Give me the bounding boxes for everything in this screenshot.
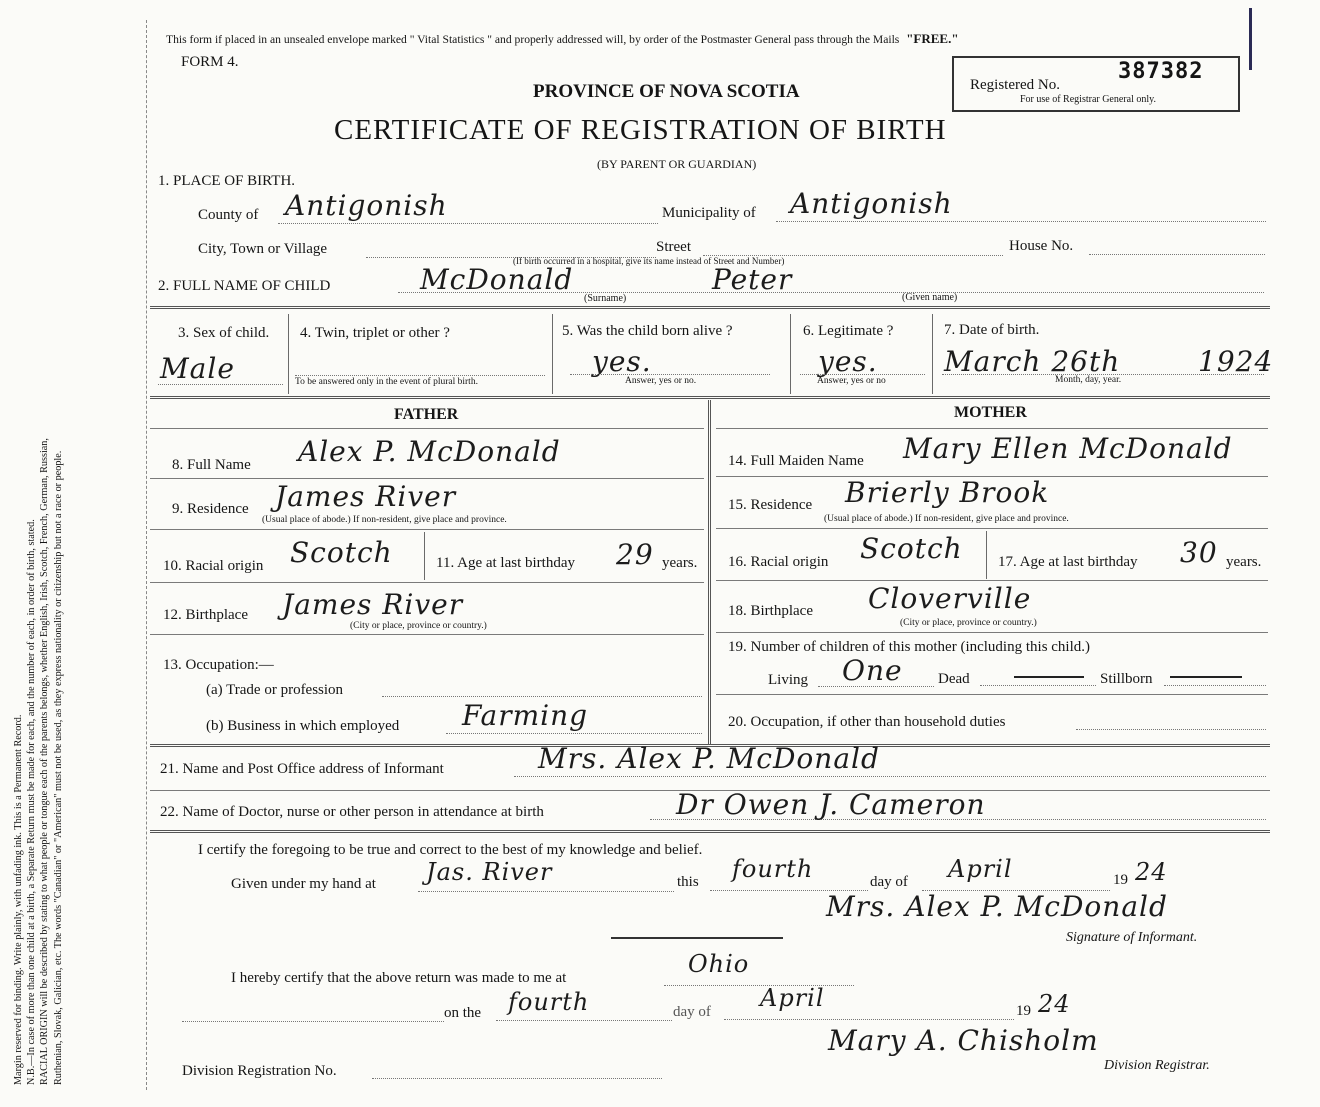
informant-label: 21. Name and Post Office address of Informant bbox=[160, 761, 444, 777]
sex-label: 3. Sex of child. bbox=[178, 325, 270, 341]
given-year-prefix: 19 bbox=[1113, 872, 1128, 888]
municipality-label: Municipality of bbox=[662, 205, 756, 221]
father-name-label: 8. Full Name bbox=[172, 457, 251, 473]
mother-residence-note: (Usual place of abode.) If non-resident, give place and province. bbox=[824, 514, 1069, 524]
place-of-birth-heading: 1. PLACE OF BIRTH. bbox=[158, 173, 296, 189]
doctor-label: 22. Name of Doctor, nurse or other person in attendance at birth bbox=[160, 804, 544, 820]
margin-note-line-3: RACIAL ORIGIN will be described by stating to what people or tongue each of the parents belongs, whether English, Irish, Scotch, French, German, Russian, bbox=[39, 438, 51, 1085]
mother-birthplace-note: (City or place, province or country.) bbox=[900, 618, 1037, 628]
mother-occupation-label: 20. Occupation, if other than household duties bbox=[728, 714, 1006, 730]
given-month-value: April bbox=[948, 855, 1013, 883]
mother-racial-value: Scotch bbox=[860, 532, 963, 565]
registrar-year-suffix: 24 bbox=[1038, 990, 1071, 1018]
given-name-caption: (Given name) bbox=[902, 292, 958, 303]
margin-note-line-4: Ruthenian, Slovak, Galician, etc. The words "Canadian" or "American" must not be used, as they express nationality or citizenship but not a race or people. bbox=[52, 450, 64, 1085]
day-of-label: day of bbox=[870, 874, 908, 890]
mother-residence-label: 15. Residence bbox=[728, 497, 813, 513]
mother-residence-value: Brierly Brook bbox=[845, 476, 1050, 509]
registrar-place-value: Ohio bbox=[688, 950, 750, 978]
ink-mark bbox=[1249, 8, 1252, 70]
father-residence-value: James River bbox=[275, 480, 457, 513]
hospital-note: (If birth occurred in a hospital, give its name instead of Street and Number) bbox=[513, 256, 785, 266]
margin-note-line-2: N.B.—In case of more than one child at a birth, a Separate Return must be made for each, and the number of each, in order of birth, stated. bbox=[26, 519, 38, 1085]
sex-value: Male bbox=[160, 352, 235, 385]
father-birthplace-note: (City or place, province or country.) bbox=[350, 621, 487, 631]
father-residence-note: (Usual place of abode.) If non-resident, give place and province. bbox=[262, 515, 507, 525]
born-alive-label: 5. Was the child born alive ? bbox=[562, 323, 733, 339]
father-age-label: 11. Age at last birthday bbox=[436, 555, 575, 571]
mother-birthplace-value: Cloverville bbox=[868, 582, 1032, 615]
margin-notes bbox=[12, 15, 65, 1085]
child-name-label: 2. FULL NAME OF CHILD bbox=[158, 278, 331, 294]
father-birthplace-label: 12. Birthplace bbox=[163, 607, 248, 623]
municipality-value: Antigonish bbox=[790, 187, 953, 220]
father-racial-value: Scotch bbox=[290, 536, 393, 569]
city-town-village-label: City, Town or Village bbox=[198, 241, 328, 257]
father-age-value: 29 bbox=[616, 538, 654, 571]
born-alive-caption: Answer, yes or no. bbox=[625, 376, 697, 386]
mother-age-label: 17. Age at last birthday bbox=[998, 554, 1138, 570]
legitimate-value: yes. bbox=[818, 345, 878, 378]
county-label: County of bbox=[198, 207, 259, 223]
father-birthplace-value: James River bbox=[282, 588, 464, 621]
date-of-birth-label: 7. Date of birth. bbox=[944, 322, 1040, 338]
child-given-value: Peter bbox=[712, 263, 793, 296]
registrar-year-prefix: 19 bbox=[1016, 1003, 1031, 1019]
father-business-value: Farming bbox=[462, 699, 589, 732]
legitimate-caption: Answer, yes or no bbox=[817, 376, 886, 386]
dead-label: Dead bbox=[938, 671, 970, 687]
registered-note: For use of Registrar General only. bbox=[1020, 94, 1156, 105]
this-label: this bbox=[677, 874, 699, 890]
mother-children-label: 19. Number of children of this mother (including this child.) bbox=[728, 639, 1091, 655]
date-of-birth-year: 1924 bbox=[1198, 345, 1274, 378]
street-label: Street bbox=[656, 239, 691, 255]
registrar-day-value: fourth bbox=[508, 988, 590, 1016]
twin-label: 4. Twin, triplet or other ? bbox=[300, 325, 450, 341]
date-of-birth-value: March 26th bbox=[944, 345, 1121, 378]
mother-name-value: Mary Ellen McDonald bbox=[903, 432, 1233, 465]
given-under-label: Given under my hand at bbox=[231, 876, 376, 892]
registrar-month-value: April bbox=[760, 984, 825, 1012]
father-trade-label: (a) Trade or profession bbox=[206, 682, 344, 698]
registrar-day-of-label: day of bbox=[673, 1004, 711, 1020]
father-business-label: (b) Business in which employed bbox=[206, 718, 400, 734]
mail-free-text: "FREE." bbox=[906, 31, 959, 46]
informant-signature-caption: Signature of Informant. bbox=[1066, 930, 1198, 945]
division-registration-label: Division Registration No. bbox=[182, 1063, 337, 1079]
certify-statement: I certify the foregoing to be true and correct to the best of my knowledge and belief. bbox=[198, 842, 703, 858]
given-day-value: fourth bbox=[732, 855, 814, 883]
form-number: FORM 4. bbox=[181, 54, 239, 70]
registrar-statement: I hereby certify that the above return was made to me at bbox=[231, 970, 567, 986]
mother-birthplace-label: 18. Birthplace bbox=[728, 603, 813, 619]
doctor-value: Dr Owen J. Cameron bbox=[676, 788, 986, 821]
legitimate-label: 6. Legitimate ? bbox=[803, 323, 894, 339]
registrar-signature-caption: Division Registrar. bbox=[1104, 1058, 1210, 1073]
informant-value: Mrs. Alex P. McDonald bbox=[538, 742, 880, 775]
margin-note-line-1: Margin reserved for binding. Write plainly, with unfading ink. This is a Permanent Record. bbox=[13, 714, 24, 1085]
registered-label: Registered No. bbox=[970, 77, 1060, 93]
living-value: One bbox=[842, 654, 903, 687]
page-subtitle: (BY PARENT OR GUARDIAN) bbox=[597, 157, 757, 171]
surname-caption: (Surname) bbox=[584, 293, 627, 304]
father-name-value: Alex P. McDonald bbox=[298, 435, 561, 468]
registrar-on-the-label: on the bbox=[444, 1005, 482, 1021]
stillborn-label: Stillborn bbox=[1100, 671, 1153, 687]
father-occupation-label: 13. Occupation:— bbox=[163, 657, 274, 673]
mother-racial-label: 16. Racial origin bbox=[728, 554, 829, 570]
form-left-border bbox=[146, 20, 147, 1090]
twin-note: To be answered only in the event of plural birth. bbox=[295, 377, 478, 387]
father-racial-label: 10. Racial origin bbox=[163, 558, 264, 574]
date-of-birth-caption: Month, day, year. bbox=[1055, 375, 1122, 385]
informant-signature: Mrs. Alex P. McDonald bbox=[826, 890, 1168, 923]
mail-notice-text: This form if placed in an unsealed envelope marked " Vital Statistics " and properly addressed will, by order of the Postmaster General pass through the Mails bbox=[166, 33, 900, 46]
province-heading: PROVINCE OF NOVA SCOTIA bbox=[533, 81, 800, 102]
house-number-label: House No. bbox=[1009, 238, 1074, 254]
mother-age-years: years. bbox=[1226, 554, 1262, 570]
father-residence-label: 9. Residence bbox=[172, 501, 249, 517]
father-age-years: years. bbox=[662, 555, 698, 571]
born-alive-value: yes. bbox=[592, 345, 652, 378]
mother-name-label: 14. Full Maiden Name bbox=[728, 453, 864, 469]
mother-age-value: 30 bbox=[1180, 536, 1218, 569]
mail-notice bbox=[166, 31, 959, 47]
mother-heading: MOTHER bbox=[954, 404, 1027, 421]
given-place-value: Jas. River bbox=[426, 858, 553, 886]
registrar-signature: Mary A. Chisholm bbox=[828, 1024, 1099, 1057]
county-value: Antigonish bbox=[285, 189, 448, 222]
registered-value: 387382 bbox=[1118, 59, 1204, 84]
living-label: Living bbox=[768, 672, 808, 688]
child-surname-value: McDonald bbox=[420, 263, 574, 296]
father-heading: FATHER bbox=[394, 406, 459, 423]
given-year-suffix: 24 bbox=[1135, 858, 1168, 886]
page-title: CERTIFICATE OF REGISTRATION OF BIRTH bbox=[334, 114, 947, 146]
